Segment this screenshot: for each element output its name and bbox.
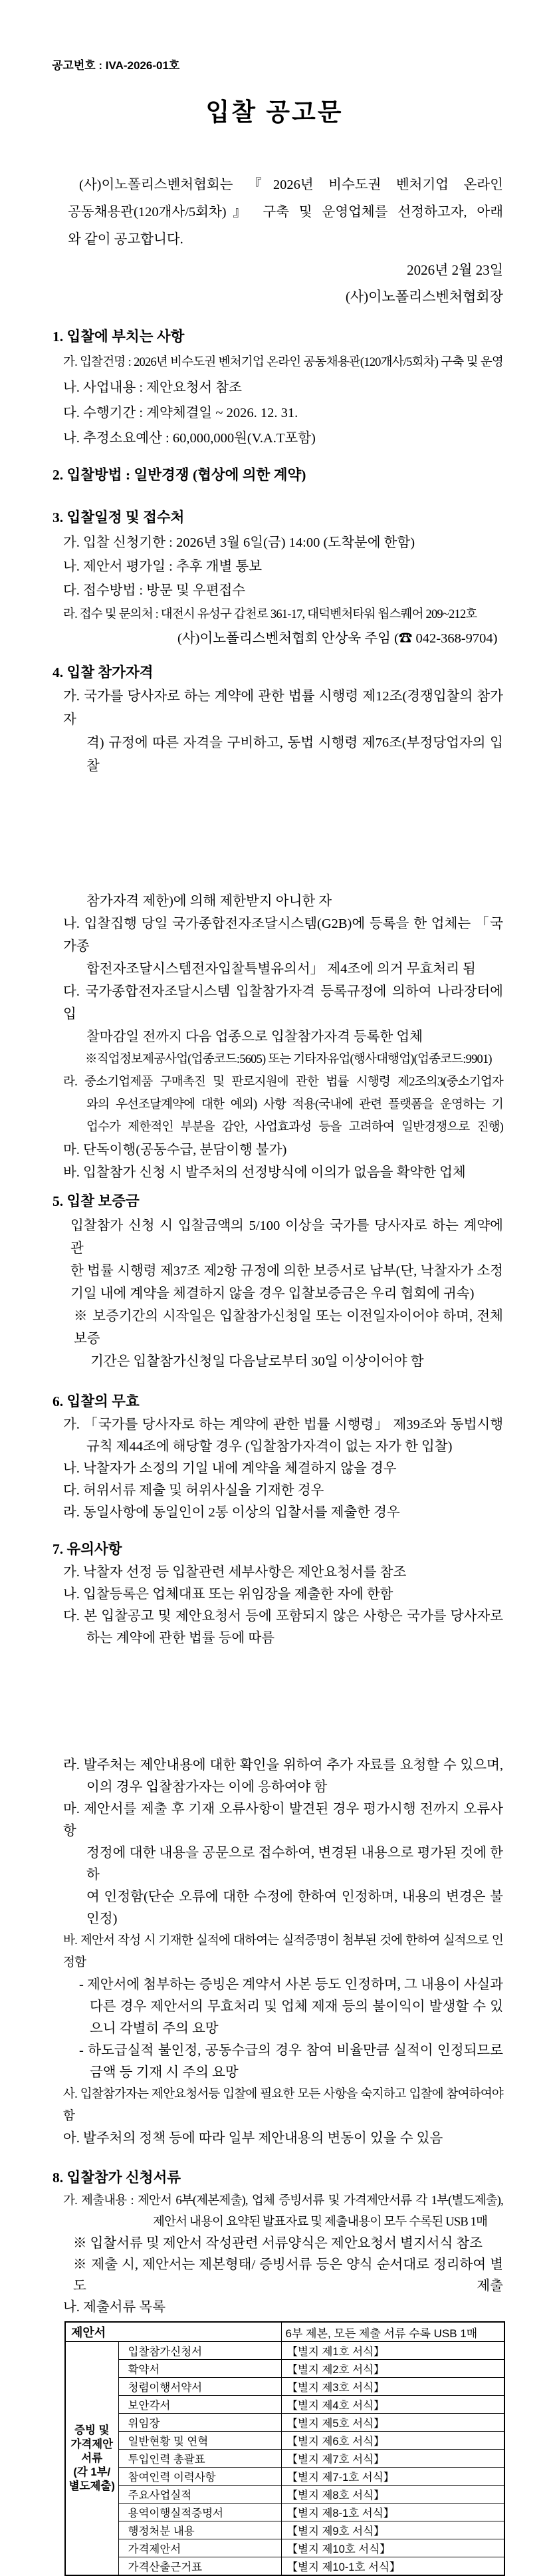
notice-number: 공고번호 : IVA-2026-01호	[52, 59, 180, 72]
doc-line: 마. 단독이행(공동수급, 분담이행 불가)	[63, 1143, 287, 1157]
section-6	[0, 1389, 549, 1524]
table-row	[65, 2539, 504, 2557]
table-row	[65, 2521, 504, 2539]
doc-line: 와의 우선조달계약에 대한 예외) 사항 적용(국내에 관련 플랫폼을 운영하는 기	[86, 1098, 503, 1111]
group-label-line: 증빙 및	[74, 2424, 110, 2436]
section-1	[0, 323, 549, 451]
doc-line: 가. 국가를 당사자로 하는 계약에 관한 법률 시행령 제12조(경쟁입찰의 참가자	[63, 689, 503, 727]
doc-line: 라. 발주처는 제안내용에 대한 확인을 위하여 추가 자료를 요청할 수 있으며,	[63, 1758, 503, 1773]
doc-name-cell: 청렴이행서약서	[118, 2378, 281, 2396]
doc-name-cell: 보안각서	[118, 2396, 281, 2414]
doc-line: 규칙 제44조에 해당할 경우 (입찰참가자격이 없는 자가 한 입찰)	[86, 1439, 453, 1454]
doc-note-line: ※ 제출 시, 제안서는 제본형태/ 증빙서류 등은 양식 순서대로 정리하여 별도 제출	[73, 2257, 503, 2293]
doc-subline: 다른 경우 제안서의 무효처리 및 업체 제재 등의 불이익이 발생할 수 있	[90, 1999, 503, 2014]
doc-name-cell: 가격제안서	[118, 2539, 281, 2557]
section-heading: 5. 입찰 보증금	[53, 1193, 140, 1209]
doc-line: 라. 중소기업제품 구매촉진 및 판로지원에 관한 법률 시행령 제2조의3(중소기업자	[63, 1075, 503, 1089]
doc-line: 격) 규정에 따른 자격을 구비하고, 동법 시행령 제76조(부정당업자의 입찰	[86, 736, 503, 774]
section-3	[0, 504, 549, 650]
doc-note-line: 기간은 입찰참가신청일 다음날로부터 30일 이상이어야 함	[90, 1354, 424, 1369]
doc-line: 사. 입찰참가자는 제안요청서등 입찰에 필요한 모든 사항을 숙지하고 입찰에 참여하여야 함	[63, 2088, 503, 2123]
group-label-line: (각 1부/	[73, 2466, 111, 2478]
intro-line: (사)이노폴리스벤처협회는 『2026년 비수도권 벤처기업 온라인	[79, 178, 503, 192]
announcement-date: 2026년 2월 23일	[407, 262, 503, 278]
doc-line: 다. 수행기간 : 계약체결일 ~ 2026. 12. 31.	[63, 406, 298, 420]
doc-line: 하는 계약에 관한 법률 등에 따름	[86, 1631, 275, 1646]
doc-line: 나. 추정소요예산 : 60,000,000원(V.A.T포함)	[63, 431, 316, 446]
section-4	[0, 660, 549, 1184]
doc-line: 바. 입찰참가 신청 시 발주처의 선정방식에 이의가 없음을 확약한 업체	[63, 1165, 466, 1180]
section-heading: 2. 입찰방법 : 일반경쟁 (협상에 의한 계약)	[53, 467, 306, 483]
doc-name-cell: 입찰참가신청서	[118, 2342, 281, 2360]
section-heading: 1. 입찰에 부치는 사항	[53, 329, 185, 345]
table-row	[65, 2432, 504, 2450]
doc-line: 다. 허위서류 제출 및 허위사실을 기재한 경우	[63, 1483, 324, 1498]
doc-line: 다. 국가종합전자조달시스템 입찰참가자격 등록규정에 의하여 나라장터에 입	[63, 984, 503, 1022]
page-gap	[0, 778, 549, 890]
doc-note-line: ※직업정보제공사업(업종코드:5605) 또는 기타자유업(행사대행업)(업종코드:9901)	[85, 1053, 492, 1066]
doc-name-cell: 용역이행실적증명서	[118, 2504, 281, 2521]
page-gap	[0, 1649, 549, 1755]
table-row	[65, 2342, 504, 2360]
form-ref-cell: 【별지 제2호 서식】	[281, 2360, 504, 2378]
doc-line: 여 인정함(단순 오류에 대한 수정에 한하여 인정하며, 내용의 변경은 불인정)	[86, 1890, 503, 1926]
form-ref-cell: 【별지 제10호 서식】	[281, 2539, 504, 2557]
group-label-line: 가격제안	[70, 2438, 114, 2450]
doc-line: 라. 접수 및 문의처 : 대전시 유성구 갑천로 361-17, 대덕벤처타워 웝스퀘어 209~212호	[63, 608, 477, 621]
intro-line: 와 같이 공고합니다.	[68, 232, 183, 247]
doc-line: 나. 제출서류 목록	[63, 2300, 165, 2315]
form-ref-cell: 【별지 제6호 서식】	[281, 2432, 504, 2450]
doc-line: 정정에 대한 내용을 공문으로 접수하여, 변경된 내용으로 평가된 것에 한하	[86, 1846, 503, 1882]
doc-line: 이의 경우 입찰참가자는 이에 응하여야 함	[86, 1780, 328, 1794]
group-label-line: 서류	[81, 2452, 103, 2464]
doc-subline: - 제안서에 첨부하는 증빙은 계약서 사본 등도 인정하며, 그 내용이 사실과	[79, 1977, 503, 1992]
form-ref-cell: 【별지 제3호 서식】	[281, 2378, 504, 2396]
intro-paragraph	[0, 172, 549, 253]
table-row	[65, 2486, 504, 2504]
doc-line: 입찰참가 신청 시 입찰금액의 5/100 이상을 국가를 당사자로 하는 계약에 관	[70, 1218, 503, 1256]
section-2	[0, 462, 549, 488]
doc-note-line: ※ 입찰서류 및 제안서 작성관련 서류양식은 제안요청서 별지서식 참조	[73, 2236, 483, 2251]
doc-line: 가. 「국가를 당사자로 하는 계약에 관한 법률 시행령」 제39조와 동법시행	[63, 1417, 503, 1432]
section-heading: 4. 입찰 참가자격	[53, 664, 154, 680]
table-group-label	[65, 2342, 118, 2576]
doc-note-line: ※ 보증기간의 시작일은 입찰참가신청일 또는 이전일자이어야 하며, 전체 보증	[74, 1309, 503, 1346]
table-row	[65, 2557, 504, 2576]
doc-line: 찰마감일 전까지 다음 업종으로 입찰참가자격 등록한 업체	[86, 1030, 423, 1044]
section-heading: 7. 유의사항	[53, 1541, 122, 1557]
form-ref-cell: 【별지 제7호 서식】	[281, 2450, 504, 2468]
doc-subline: 금액 등 기재 시 주의 요망	[90, 2065, 239, 2080]
doc-line: 합전자조달시스템전자입찰특별유의서」 제4조에 의거 무효처리 됨	[86, 962, 476, 976]
section-8	[0, 2165, 549, 2318]
doc-name-cell: 일반현황 및 연혁	[118, 2432, 281, 2450]
doc-line: 나. 사업내용 : 제안요청서 참조	[63, 380, 242, 395]
table-header-copies: 6부 제본, 모든 제출 서류 수록 USB 1매	[281, 2322, 504, 2342]
doc-name-cell: 주요사업실적	[118, 2486, 281, 2504]
doc-line: 가. 제출내용 : 제안서 6부(제본제출), 업체 증빙서류 및 가격제안서류 각 1부(별도제출),	[63, 2194, 503, 2208]
doc-line: 가. 입찰 신청기한 : 2026년 3월 6일(금) 14:00 (도착분에 한함)	[63, 535, 415, 550]
form-ref-cell: 【별지 제5호 서식】	[281, 2414, 504, 2432]
doc-name-cell: 위임장	[118, 2414, 281, 2432]
form-ref-cell: 【별지 제8-1호 서식】	[281, 2504, 504, 2521]
doc-name-cell: 투입인력 총괄표	[118, 2450, 281, 2468]
doc-line: 한 법률 시행령 제37조 제2항 규정에 의한 보증서로 납부(단, 낙찰자가 소정	[70, 1264, 503, 1278]
doc-line: 나. 제안서 평가일 : 추후 개별 통보	[63, 559, 263, 574]
doc-line: 참가자격 제한)에 의해 제한받지 아니한 자	[86, 894, 332, 909]
table-row	[65, 2414, 504, 2432]
section-heading: 6. 입찰의 무효	[53, 1393, 140, 1409]
doc-line: 라. 동일사항에 동일인이 2통 이상의 입찰서를 제출한 경우	[63, 1505, 400, 1520]
doc-name-cell: 참여인력 이력사항	[118, 2468, 281, 2486]
doc-line: 마. 제안서를 제출 후 기재 오류사항이 발견된 경우 평가시행 전까지 오류사항	[63, 1802, 503, 1838]
doc-name-cell: 확약서	[118, 2360, 281, 2378]
form-ref-cell: 【별지 제10-1호 서식】	[281, 2557, 504, 2576]
doc-line: 가. 낙찰자 선정 등 입찰관련 세부사항은 제안요청서를 참조	[63, 1565, 407, 1580]
doc-subline: - 하도급실적 불인정, 공동수급의 경우 참여 비율만큼 실적이 인정되므로	[79, 2043, 503, 2058]
contact-line: (사)이노폴리스벤처협회 안상욱 주임 (☎ 042-368-9704)	[177, 631, 498, 646]
issuer: (사)이노폴리스벤처협회장	[345, 289, 503, 305]
doc-name-cell: 행정처분 내용	[118, 2521, 281, 2539]
section-5	[0, 1188, 549, 1373]
form-ref-cell: 【별지 제9호 서식】	[281, 2521, 504, 2539]
doc-name-cell: 가격산출근거표	[118, 2557, 281, 2576]
table-row	[65, 2360, 504, 2378]
doc-line: 기일 내에 계약을 체결하지 않을 경우 입찰보증금은 우리 협회에 귀속)	[70, 1286, 475, 1301]
doc-line: 제안서 내용이 요약된 발표자료 및 제출내용이 모두 수록된 USB 1매	[153, 2216, 488, 2229]
section-heading: 3. 입찰일정 및 접수처	[53, 509, 185, 525]
page-title: 입찰 공고문	[205, 98, 344, 126]
table-header-proposal: 제안서	[65, 2322, 281, 2342]
doc-subline: 으니 각별히 주의 요망	[90, 2021, 219, 2036]
doc-line: 바. 제안서 작성 시 기재한 실적에 대하여는 실적증명이 첨부된 것에 한하여 실적으로 인정함	[63, 1934, 503, 1969]
submission-documents-table	[64, 2321, 505, 2576]
table-row	[65, 2504, 504, 2521]
form-ref-cell: 【별지 제7-1호 서식】	[281, 2468, 504, 2486]
form-ref-cell: 【별지 제4호 서식】	[281, 2396, 504, 2414]
table-header-row	[65, 2322, 504, 2342]
table-row	[65, 2396, 504, 2414]
section-7	[0, 1536, 549, 2150]
doc-line: 다. 본 입찰공고 및 제안요청서 등에 포함되지 않은 사항은 국가를 당사자로	[63, 1609, 503, 1624]
form-ref-cell: 【별지 제8호 서식】	[281, 2486, 504, 2504]
doc-line: 가. 입찰건명 : 2026년 비수도권 벤처기업 온라인 공동채용관(120개사/5회차) 구축 및 운영	[63, 356, 503, 369]
doc-line: 나. 입찰등록은 업체대표 또는 위임장을 제출한 자에 한함	[63, 1587, 393, 1602]
section-heading: 8. 입찰참가 신청서류	[53, 2170, 181, 2186]
doc-line: 나. 낙찰자가 소정의 기일 내에 계약을 체결하지 않을 경우	[63, 1461, 397, 1476]
doc-line: 나. 입찰집행 당일 국가종합전자조달시스템(G2B)에 등록을 한 업체는 「국가종	[63, 917, 503, 954]
table-row	[65, 2450, 504, 2468]
doc-line: 아. 발주처의 정책 등에 따라 일부 제안내용의 변동이 있을 수 있음	[63, 2131, 443, 2146]
table-row	[65, 2378, 504, 2396]
group-label-line: 별도제출)	[68, 2480, 115, 2492]
table-row	[65, 2468, 504, 2486]
doc-line: 다. 접수방법 : 방문 및 우편접수	[63, 583, 246, 598]
intro-line: 공동채용관(120개사/5회차)』 구축 및 운영업체를 선정하고자, 아래	[68, 205, 503, 219]
form-ref-cell: 【별지 제1호 서식】	[281, 2342, 504, 2360]
doc-line: 업수가 제한적인 부분을 감안, 사업효과성 등을 고려하여 일반경쟁으로 진행)	[86, 1121, 503, 1134]
